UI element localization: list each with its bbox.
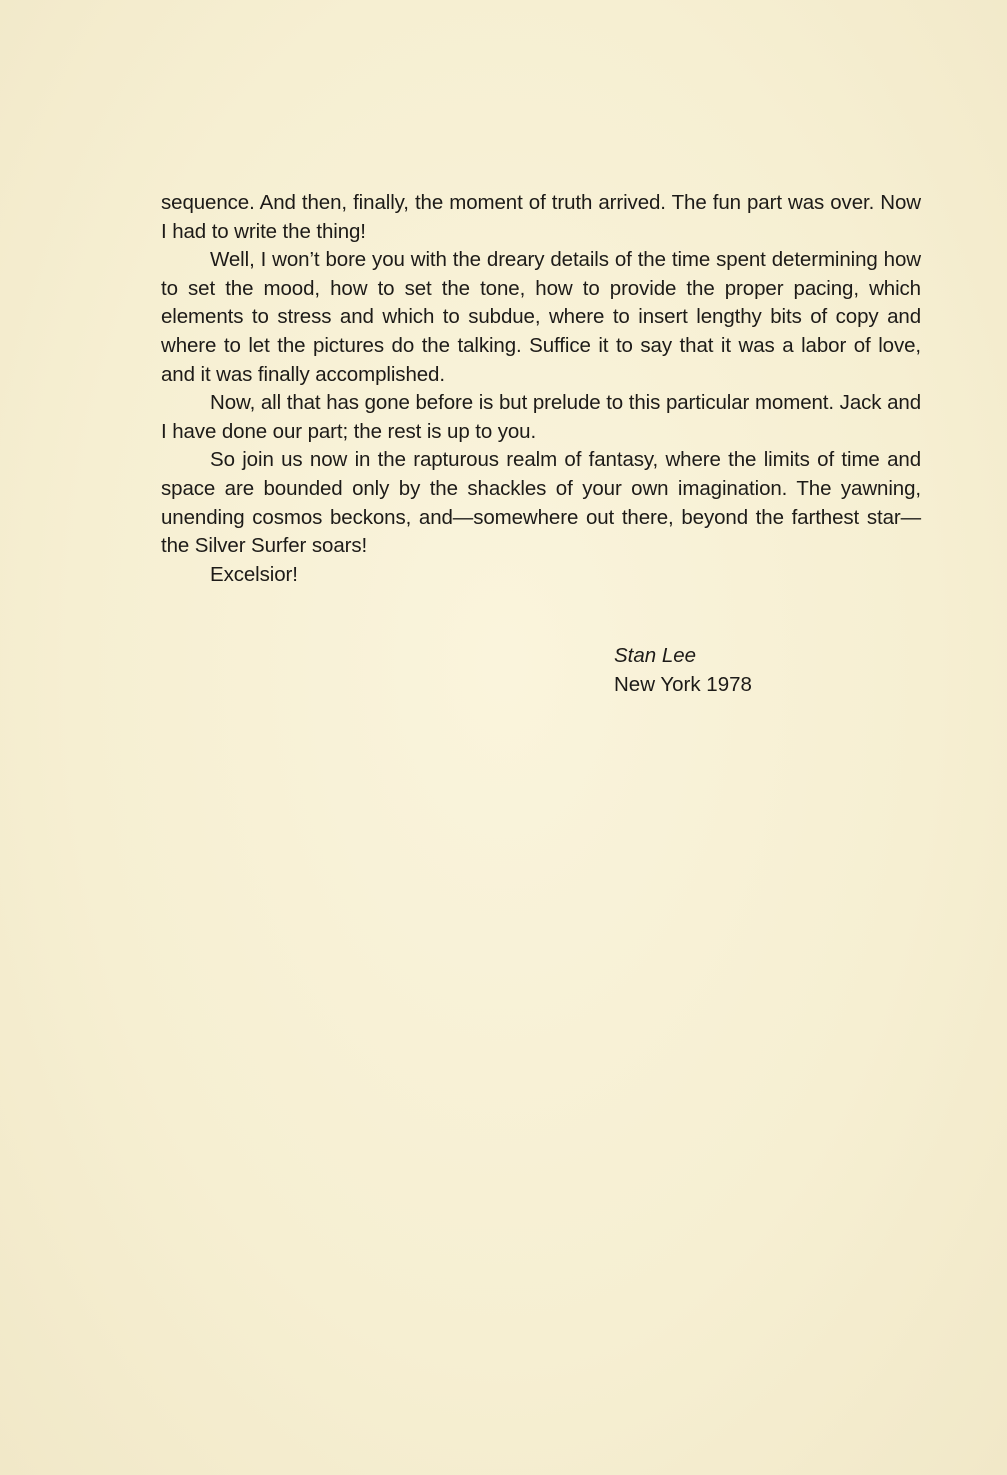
author-name: Stan Lee [614,644,697,667]
signature-block [614,641,752,699]
paragraph-2: Well, I won’t bore you with the dreary details of the time spent determining how to set the mood, how to set the tone, how to provide the proper pacing, which elements to stress and which to subdue, where to insert lengthy bits of copy and where to let the pictures do the talking. Suffice it to say that it was a labor of love, and it was finally accomplished. [161,248,921,386]
paragraph-1: sequence. And then, finally, the moment of truth arrived. The fun part was over. Now I had to write the thing! [161,191,921,243]
paragraph-4: So join us now in the rapturous realm of fantasy, where the limits of time and space are bounded only by the shackles of your own imagination. The yawning, unending cosmos beckons, and—somewhere out there, beyond the farthest star—the Silver Surfer soars! [161,448,921,558]
paragraph-3: Now, all that has gone before is but prelude to this particular moment. Jack and I have done our part; the rest is up to you. [161,391,921,443]
paragraph-5: Excelsior! [210,562,298,586]
body-text [161,189,921,589]
place-and-date: New York 1978 [614,673,752,696]
